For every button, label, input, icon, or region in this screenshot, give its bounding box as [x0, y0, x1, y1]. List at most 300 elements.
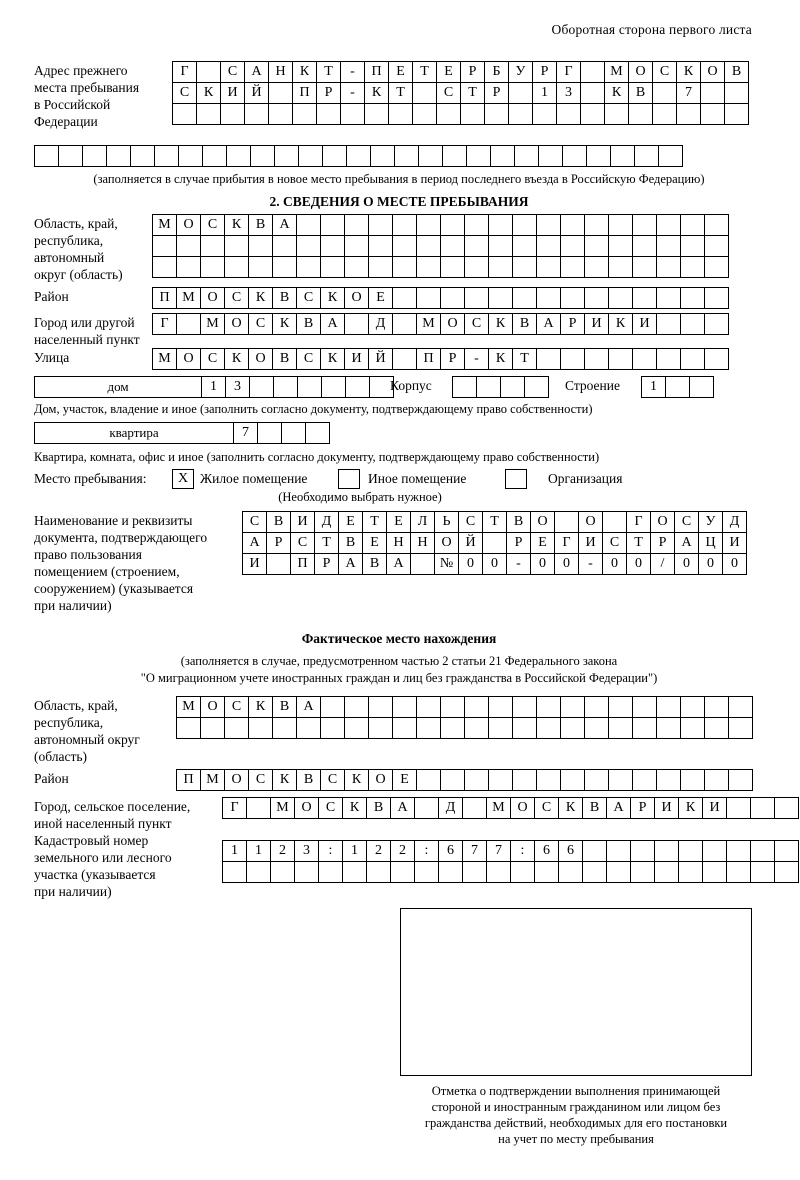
char-cell[interactable]: К	[272, 313, 297, 335]
char-cell[interactable]: Г	[626, 511, 651, 533]
char-cell[interactable]	[584, 235, 609, 257]
char-cell[interactable]: П	[176, 769, 201, 791]
char-cell[interactable]	[676, 103, 701, 125]
char-cell[interactable]	[220, 103, 245, 125]
korpus-cells[interactable]	[452, 376, 548, 397]
char-cell[interactable]: 6	[534, 840, 559, 862]
char-cell[interactable]: Т	[482, 511, 507, 533]
char-cell[interactable]	[580, 103, 605, 125]
char-cell[interactable]: К	[558, 797, 583, 819]
char-cell[interactable]	[296, 235, 321, 257]
char-cell[interactable]	[632, 769, 657, 791]
char-cell[interactable]: С	[248, 769, 273, 791]
char-cell[interactable]: 0	[674, 553, 699, 575]
char-cell[interactable]	[246, 797, 271, 819]
char-cell[interactable]	[34, 145, 59, 167]
char-cell[interactable]: Д	[314, 511, 339, 533]
char-cell[interactable]	[345, 376, 370, 398]
char-cell[interactable]: Р	[532, 61, 557, 83]
char-cell[interactable]	[412, 103, 437, 125]
section2-region-grid[interactable]	[152, 214, 728, 277]
char-cell[interactable]	[82, 145, 107, 167]
char-cell[interactable]: Й	[458, 532, 483, 554]
char-cell[interactable]	[296, 214, 321, 236]
char-cell[interactable]	[416, 214, 441, 236]
char-cell[interactable]	[392, 287, 417, 309]
char-cell[interactable]: А	[272, 214, 297, 236]
char-cell[interactable]: П	[290, 553, 315, 575]
char-cell[interactable]: Н	[386, 532, 411, 554]
char-cell[interactable]: О	[440, 313, 465, 335]
char-cell[interactable]	[273, 376, 298, 398]
char-cell[interactable]: С	[172, 82, 197, 104]
char-cell[interactable]	[704, 214, 729, 236]
char-cell[interactable]: У	[508, 61, 533, 83]
char-cell[interactable]	[680, 287, 705, 309]
char-cell[interactable]: Е	[436, 61, 461, 83]
char-cell[interactable]	[704, 313, 729, 335]
char-cell[interactable]: Й	[368, 348, 393, 370]
char-cell[interactable]: :	[510, 840, 535, 862]
char-cell[interactable]: А	[320, 313, 345, 335]
char-cell[interactable]: И	[290, 511, 315, 533]
char-cell[interactable]	[628, 103, 653, 125]
char-cell[interactable]	[416, 256, 441, 278]
char-cell[interactable]	[488, 769, 513, 791]
char-cell[interactable]	[652, 82, 677, 104]
char-cell[interactable]: Р	[484, 82, 509, 104]
char-cell[interactable]: С	[534, 797, 559, 819]
char-cell[interactable]	[632, 214, 657, 236]
char-cell[interactable]	[392, 696, 417, 718]
char-cell[interactable]	[584, 256, 609, 278]
char-cell[interactable]	[512, 287, 537, 309]
char-cell[interactable]: Д	[368, 313, 393, 335]
char-cell[interactable]: В	[272, 287, 297, 309]
char-cell[interactable]: :	[414, 840, 439, 862]
char-cell[interactable]: -	[340, 61, 365, 83]
char-cell[interactable]	[246, 861, 271, 883]
char-cell[interactable]	[512, 696, 537, 718]
char-cell[interactable]: М	[152, 348, 177, 370]
char-cell[interactable]: 7	[462, 840, 487, 862]
char-cell[interactable]	[248, 235, 273, 257]
char-cell[interactable]: В	[582, 797, 607, 819]
char-cell[interactable]	[368, 235, 393, 257]
stamp-area[interactable]	[400, 908, 752, 1076]
char-cell[interactable]	[464, 256, 489, 278]
char-cell[interactable]	[680, 348, 705, 370]
char-cell[interactable]	[536, 769, 561, 791]
char-cell[interactable]: Е	[392, 769, 417, 791]
char-cell[interactable]	[244, 103, 269, 125]
char-cell[interactable]	[464, 287, 489, 309]
char-cell[interactable]	[704, 287, 729, 309]
char-cell[interactable]: И	[722, 532, 747, 554]
char-cell[interactable]	[274, 145, 299, 167]
char-cell[interactable]	[462, 797, 487, 819]
char-cell[interactable]	[774, 840, 799, 862]
char-cell[interactable]	[320, 235, 345, 257]
section3-region-grid[interactable]	[176, 696, 752, 738]
char-cell[interactable]	[724, 103, 749, 125]
char-cell[interactable]	[606, 861, 631, 883]
char-cell[interactable]	[534, 861, 559, 883]
char-cell[interactable]	[436, 103, 461, 125]
char-cell[interactable]	[538, 145, 563, 167]
char-cell[interactable]	[476, 376, 501, 398]
char-cell[interactable]	[560, 769, 585, 791]
char-cell[interactable]	[268, 82, 293, 104]
checkbox-other-premises[interactable]	[338, 469, 360, 489]
char-cell[interactable]: Т	[626, 532, 651, 554]
char-cell[interactable]: К	[488, 348, 513, 370]
char-cell[interactable]: С	[242, 511, 267, 533]
char-cell[interactable]	[512, 717, 537, 739]
char-cell[interactable]	[392, 235, 417, 257]
char-cell[interactable]: Г	[554, 532, 579, 554]
char-cell[interactable]: 6	[558, 840, 583, 862]
char-cell[interactable]	[558, 861, 583, 883]
char-cell[interactable]	[604, 103, 629, 125]
char-cell[interactable]: М	[200, 313, 225, 335]
char-cell[interactable]	[346, 145, 371, 167]
char-cell[interactable]	[462, 861, 487, 883]
char-cell[interactable]: В	[296, 769, 321, 791]
char-cell[interactable]: Р	[630, 797, 655, 819]
char-cell[interactable]	[152, 256, 177, 278]
char-cell[interactable]	[532, 103, 557, 125]
char-cell[interactable]	[680, 235, 705, 257]
prev-address-grid[interactable]	[172, 61, 748, 124]
char-cell[interactable]: Т	[460, 82, 485, 104]
char-cell[interactable]	[584, 348, 609, 370]
char-cell[interactable]: М	[270, 797, 295, 819]
char-cell[interactable]	[248, 717, 273, 739]
char-cell[interactable]	[281, 422, 306, 444]
char-cell[interactable]	[440, 256, 465, 278]
char-cell[interactable]: О	[628, 61, 653, 83]
char-cell[interactable]	[152, 235, 177, 257]
char-cell[interactable]	[440, 717, 465, 739]
char-cell[interactable]: Й	[244, 82, 269, 104]
char-cell[interactable]	[512, 235, 537, 257]
char-cell[interactable]	[678, 861, 703, 883]
char-cell[interactable]: Н	[268, 61, 293, 83]
char-cell[interactable]	[248, 256, 273, 278]
char-cell[interactable]	[608, 696, 633, 718]
char-cell[interactable]	[414, 861, 439, 883]
char-cell[interactable]: И	[242, 553, 267, 575]
char-cell[interactable]	[392, 348, 417, 370]
char-cell[interactable]: И	[578, 532, 603, 554]
char-cell[interactable]: Е	[386, 511, 411, 533]
char-cell[interactable]	[106, 145, 131, 167]
char-cell[interactable]: К	[678, 797, 703, 819]
char-cell[interactable]	[440, 287, 465, 309]
char-cell[interactable]	[584, 214, 609, 236]
char-cell[interactable]	[608, 256, 633, 278]
char-cell[interactable]	[508, 103, 533, 125]
char-cell[interactable]	[488, 256, 513, 278]
char-cell[interactable]: 0	[626, 553, 651, 575]
char-cell[interactable]	[704, 696, 729, 718]
char-cell[interactable]: С	[320, 769, 345, 791]
char-cell[interactable]	[678, 840, 703, 862]
char-cell[interactable]: №	[434, 553, 459, 575]
char-cell[interactable]: Р	[316, 82, 341, 104]
char-cell[interactable]: С	[602, 532, 627, 554]
char-cell[interactable]: К	[248, 287, 273, 309]
char-cell[interactable]: И	[632, 313, 657, 335]
char-cell[interactable]	[514, 145, 539, 167]
char-cell[interactable]	[294, 861, 319, 883]
char-cell[interactable]	[726, 861, 751, 883]
char-cell[interactable]: К	[676, 61, 701, 83]
char-cell[interactable]	[321, 376, 346, 398]
char-cell[interactable]	[196, 61, 221, 83]
char-cell[interactable]	[560, 348, 585, 370]
char-cell[interactable]: С	[464, 313, 489, 335]
char-cell[interactable]	[554, 511, 579, 533]
char-cell[interactable]: Т	[362, 511, 387, 533]
char-cell[interactable]	[460, 103, 485, 125]
char-cell[interactable]: 0	[458, 553, 483, 575]
char-cell[interactable]: В	[362, 553, 387, 575]
char-cell[interactable]: Н	[410, 532, 435, 554]
char-cell[interactable]	[750, 797, 775, 819]
char-cell[interactable]	[344, 235, 369, 257]
char-cell[interactable]	[680, 769, 705, 791]
char-cell[interactable]: Е	[362, 532, 387, 554]
char-cell[interactable]	[440, 696, 465, 718]
char-cell[interactable]: Р	[650, 532, 675, 554]
section2-street-grid[interactable]	[152, 348, 728, 369]
char-cell[interactable]: П	[152, 287, 177, 309]
char-cell[interactable]: К	[344, 769, 369, 791]
char-cell[interactable]	[704, 348, 729, 370]
char-cell[interactable]	[344, 696, 369, 718]
char-cell[interactable]: П	[416, 348, 441, 370]
char-cell[interactable]: О	[176, 348, 201, 370]
char-cell[interactable]	[580, 82, 605, 104]
char-cell[interactable]: О	[176, 214, 201, 236]
char-cell[interactable]	[440, 769, 465, 791]
char-cell[interactable]	[320, 696, 345, 718]
char-cell[interactable]	[438, 861, 463, 883]
char-cell[interactable]: Р	[314, 553, 339, 575]
char-cell[interactable]	[656, 769, 681, 791]
char-cell[interactable]	[488, 235, 513, 257]
char-cell[interactable]: П	[364, 61, 389, 83]
char-cell[interactable]: -	[578, 553, 603, 575]
char-cell[interactable]: Т	[512, 348, 537, 370]
char-cell[interactable]	[440, 214, 465, 236]
char-cell[interactable]	[560, 287, 585, 309]
char-cell[interactable]: 3	[294, 840, 319, 862]
section3-district-grid[interactable]	[176, 769, 752, 790]
char-cell[interactable]	[500, 376, 525, 398]
char-cell[interactable]	[602, 511, 627, 533]
char-cell[interactable]: 3	[556, 82, 581, 104]
char-cell[interactable]	[392, 313, 417, 335]
char-cell[interactable]	[584, 287, 609, 309]
char-cell[interactable]: 3	[225, 376, 250, 398]
char-cell[interactable]: О	[224, 769, 249, 791]
char-cell[interactable]: Т	[316, 61, 341, 83]
char-cell[interactable]: О	[434, 532, 459, 554]
char-cell[interactable]	[364, 103, 389, 125]
char-cell[interactable]	[702, 861, 727, 883]
char-cell[interactable]: О	[510, 797, 535, 819]
char-cell[interactable]: В	[338, 532, 363, 554]
char-cell[interactable]	[342, 861, 367, 883]
char-cell[interactable]: К	[320, 348, 345, 370]
char-cell[interactable]	[394, 145, 419, 167]
char-cell[interactable]	[608, 717, 633, 739]
char-cell[interactable]: И	[220, 82, 245, 104]
char-cell[interactable]	[608, 287, 633, 309]
char-cell[interactable]: В	[296, 313, 321, 335]
char-cell[interactable]: С	[652, 61, 677, 83]
char-cell[interactable]	[512, 214, 537, 236]
char-cell[interactable]: О	[530, 511, 555, 533]
char-cell[interactable]: 2	[366, 840, 391, 862]
house-label-box[interactable]: дом	[34, 376, 202, 398]
char-cell[interactable]	[176, 313, 201, 335]
char-cell[interactable]	[536, 256, 561, 278]
char-cell[interactable]: :	[318, 840, 343, 862]
char-cell[interactable]	[344, 313, 369, 335]
char-cell[interactable]	[728, 696, 753, 718]
char-cell[interactable]	[704, 769, 729, 791]
char-cell[interactable]: А	[242, 532, 267, 554]
char-cell[interactable]	[176, 235, 201, 257]
char-cell[interactable]	[272, 256, 297, 278]
char-cell[interactable]: С	[220, 61, 245, 83]
char-cell[interactable]	[632, 287, 657, 309]
char-cell[interactable]	[222, 861, 247, 883]
char-cell[interactable]: Д	[438, 797, 463, 819]
char-cell[interactable]: С	[436, 82, 461, 104]
char-cell[interactable]: И	[344, 348, 369, 370]
char-cell[interactable]: К	[196, 82, 221, 104]
char-cell[interactable]: Р	[506, 532, 531, 554]
char-cell[interactable]	[536, 214, 561, 236]
char-cell[interactable]	[728, 717, 753, 739]
char-cell[interactable]	[508, 82, 533, 104]
char-cell[interactable]	[560, 214, 585, 236]
char-cell[interactable]	[608, 214, 633, 236]
char-cell[interactable]: 0	[482, 553, 507, 575]
char-cell[interactable]	[632, 717, 657, 739]
char-cell[interactable]	[464, 214, 489, 236]
char-cell[interactable]	[464, 717, 489, 739]
char-cell[interactable]	[452, 376, 477, 398]
char-cell[interactable]: Е	[530, 532, 555, 554]
house-number-cells[interactable]	[201, 376, 393, 397]
char-cell[interactable]	[257, 422, 282, 444]
char-cell[interactable]	[560, 717, 585, 739]
char-cell[interactable]: Д	[722, 511, 747, 533]
char-cell[interactable]: К	[224, 348, 249, 370]
char-cell[interactable]: С	[224, 287, 249, 309]
char-cell[interactable]: К	[320, 287, 345, 309]
char-cell[interactable]: С	[224, 696, 249, 718]
char-cell[interactable]	[488, 287, 513, 309]
char-cell[interactable]: А	[674, 532, 699, 554]
char-cell[interactable]	[680, 313, 705, 335]
char-cell[interactable]: С	[248, 313, 273, 335]
char-cell[interactable]: О	[200, 287, 225, 309]
char-cell[interactable]: К	[608, 313, 633, 335]
char-cell[interactable]	[200, 256, 225, 278]
char-cell[interactable]: К	[488, 313, 513, 335]
char-cell[interactable]	[488, 214, 513, 236]
char-cell[interactable]: М	[152, 214, 177, 236]
char-cell[interactable]	[196, 103, 221, 125]
char-cell[interactable]	[344, 717, 369, 739]
char-cell[interactable]	[584, 696, 609, 718]
char-cell[interactable]	[224, 235, 249, 257]
char-cell[interactable]	[560, 235, 585, 257]
char-cell[interactable]: О	[224, 313, 249, 335]
char-cell[interactable]: Е	[388, 61, 413, 83]
char-cell[interactable]	[560, 256, 585, 278]
char-cell[interactable]: 1	[532, 82, 557, 104]
char-cell[interactable]	[418, 145, 443, 167]
char-cell[interactable]	[390, 861, 415, 883]
char-cell[interactable]	[656, 313, 681, 335]
char-cell[interactable]: В	[506, 511, 531, 533]
char-cell[interactable]	[632, 256, 657, 278]
char-cell[interactable]	[562, 145, 587, 167]
char-cell[interactable]	[464, 769, 489, 791]
char-cell[interactable]	[726, 797, 751, 819]
char-cell[interactable]	[250, 145, 275, 167]
section2-district-grid[interactable]	[152, 287, 728, 308]
char-cell[interactable]: -	[340, 82, 365, 104]
char-cell[interactable]	[392, 214, 417, 236]
char-cell[interactable]	[774, 797, 799, 819]
char-cell[interactable]: А	[390, 797, 415, 819]
char-cell[interactable]: О	[368, 769, 393, 791]
char-cell[interactable]: Т	[388, 82, 413, 104]
char-cell[interactable]: И	[702, 797, 727, 819]
char-cell[interactable]	[488, 696, 513, 718]
char-cell[interactable]	[610, 145, 635, 167]
char-cell[interactable]	[410, 553, 435, 575]
char-cell[interactable]: А	[386, 553, 411, 575]
char-cell[interactable]	[316, 103, 341, 125]
char-cell[interactable]	[584, 717, 609, 739]
char-cell[interactable]	[524, 376, 549, 398]
char-cell[interactable]: 2	[390, 840, 415, 862]
char-cell[interactable]: К	[292, 61, 317, 83]
char-cell[interactable]	[586, 145, 611, 167]
char-cell[interactable]: Г	[556, 61, 581, 83]
char-cell[interactable]: О	[248, 348, 273, 370]
char-cell[interactable]: О	[700, 61, 725, 83]
char-cell[interactable]	[297, 376, 322, 398]
char-cell[interactable]: 1	[246, 840, 271, 862]
char-cell[interactable]	[654, 861, 679, 883]
char-cell[interactable]	[416, 769, 441, 791]
char-cell[interactable]	[176, 717, 201, 739]
char-cell[interactable]	[750, 840, 775, 862]
char-cell[interactable]: Ь	[434, 511, 459, 533]
char-cell[interactable]: 6	[438, 840, 463, 862]
